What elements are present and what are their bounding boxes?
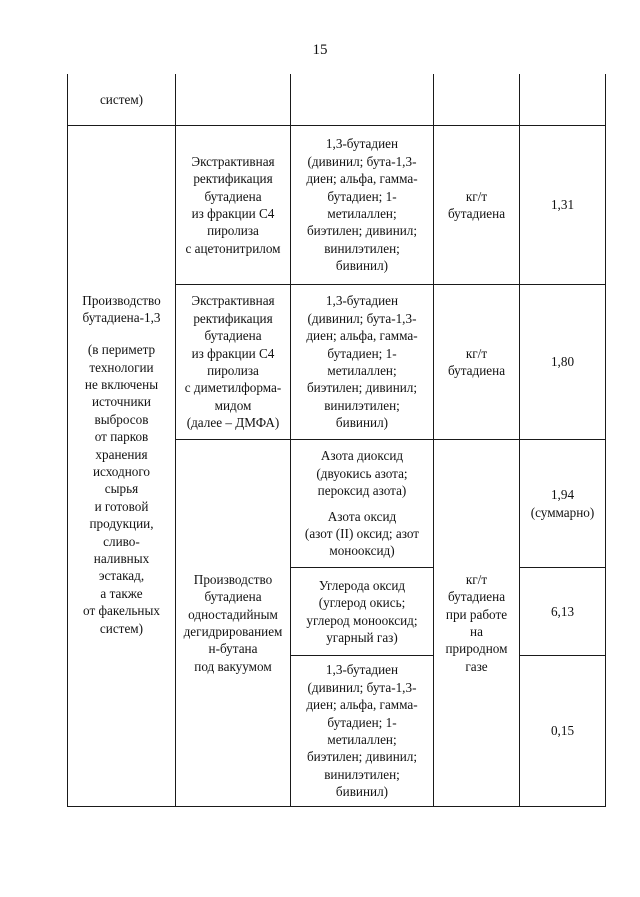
row1-substance-cell — [291, 126, 433, 284]
sub-c-value-cell — [520, 656, 605, 806]
cell-text: Углерода оксид (углерод окись; углерод монооксид; угарный газ) — [306, 577, 418, 645]
cell-text: 1,80 — [550, 354, 575, 370]
grid-line — [67, 806, 605, 807]
sub-b-substance-cell — [291, 568, 433, 655]
row3-unit-cell — [434, 440, 519, 806]
cell-text: Экстрактивная ректификация бутадиена из фракции С4 пиролиза с ацетонитрилом — [185, 153, 281, 256]
row2-unit-cell — [434, 285, 519, 439]
row3-process-cell — [176, 440, 290, 806]
sub-a-value-cell — [520, 440, 605, 567]
row1-value-cell — [520, 126, 605, 284]
cell-text: кг/т бутадиена при работе на природном газе — [445, 571, 508, 674]
cell-text: 6,13 — [550, 603, 575, 619]
row2-substance-cell — [291, 285, 433, 439]
row1-unit-cell — [434, 126, 519, 284]
grid-line — [605, 74, 606, 807]
group-note: (в периметр технологии не включены источники выбросов от парков хранения исходного сырья и готовой продукции, сливо- наливных эстакад, а также от факельных систем) — [83, 342, 160, 636]
cell-text: 1,3-бутадиен (дивинил; бута-1,3- диен; альфа, гамма- бутадиен; 1- метилаллен; биэтилен; дивинил; винилэтилен; бивинил) — [306, 662, 418, 800]
row1-process-cell — [176, 126, 290, 284]
sub-b-value-cell — [520, 568, 605, 655]
sub-c-substance-cell — [291, 656, 433, 806]
cell-text: Азота оксид (азот (II) оксид; азот монооксид) — [304, 508, 420, 559]
cell-text: кг/т бутадиена — [447, 188, 506, 221]
row2-process-cell — [176, 285, 290, 439]
top-row-col1-cell — [68, 75, 175, 125]
cell-text: 1,3-бутадиен (дивинил; бута-1,3- диен; альфа, гамма- бутадиен; 1- метилаллен; биэтилен; дивинил; винилэтилен; бивинил) — [306, 136, 418, 274]
page-number: 15 — [312, 42, 328, 58]
cell-text: 0,15 — [550, 723, 575, 739]
cell-text: Азота диоксид (двуокись азота; пероксид азота) — [316, 448, 408, 499]
cell-text: 1,31 — [550, 197, 575, 213]
cell-text: Экстрактивная ректификация бутадиена из фракции С4 пиролиза с диметилформа- мидом (далее – ДМФА) — [184, 293, 282, 431]
row2-value-cell — [520, 285, 605, 439]
cell-text: 1,3-бутадиен (дивинил; бута-1,3- диен; альфа, гамма- бутадиен; 1- метилаллен; биэтилен; дивинил; винилэтилен; бивинил) — [306, 293, 418, 431]
cell-text: Производство бутадиена одностадийным дегидрированием н-бутана под вакуумом — [183, 571, 283, 674]
sub-a-substance-cell — [291, 440, 433, 567]
cell-text: 1,94 (суммарно) — [530, 487, 595, 520]
cell-text: кг/т бутадиена — [447, 345, 506, 378]
group-cell — [68, 292, 175, 637]
cell-text: систем) — [99, 92, 144, 108]
group-title: Производство бутадиена-1,3 — [82, 293, 161, 326]
